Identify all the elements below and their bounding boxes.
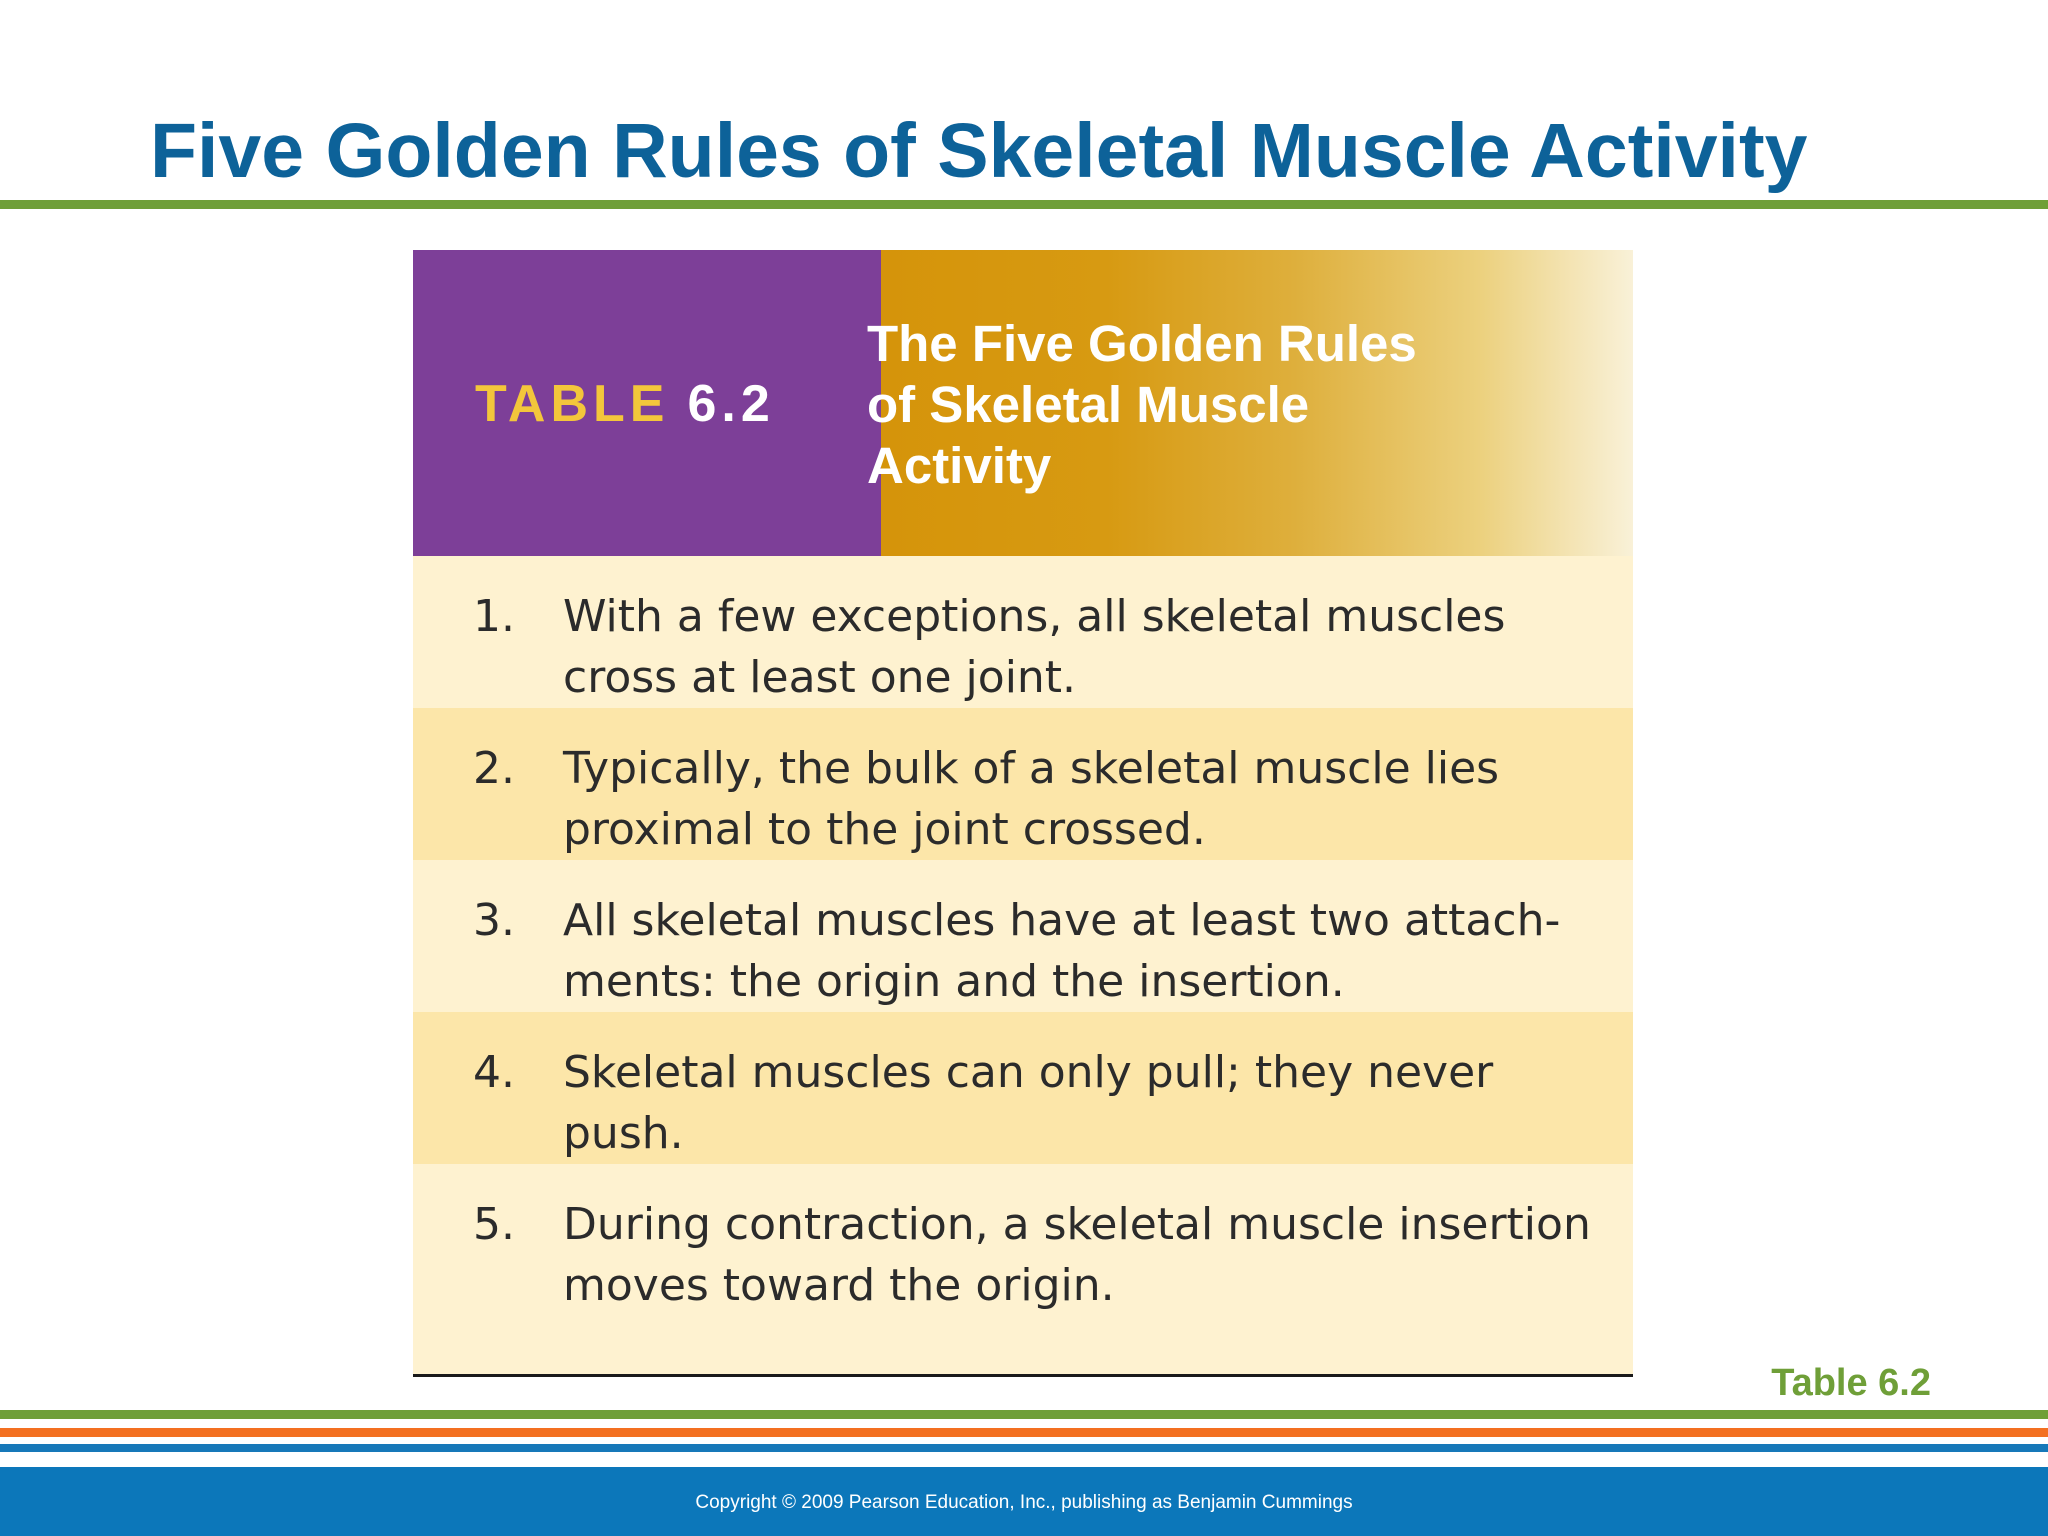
row-text-line: During contraction, a skeletal muscle insertion — [563, 1199, 1591, 1250]
row-text-line: ments: the origin and the insertion. — [563, 956, 1345, 1007]
rules-table — [413, 250, 1633, 1377]
footer-stripe-blue — [0, 1444, 2048, 1452]
row-number: 2. — [473, 743, 515, 794]
row-text-line: All skeletal muscles have at least two attach- — [563, 895, 1561, 946]
row-number: 5. — [473, 1199, 515, 1250]
row-number: 4. — [473, 1047, 515, 1098]
table-header — [413, 250, 1633, 556]
table-title-line: of Skeletal Muscle — [867, 376, 1310, 433]
row-text — [563, 1042, 1623, 1164]
row-text-line: With a few exceptions, all skeletal muscles — [563, 591, 1506, 642]
row-text — [563, 738, 1623, 860]
table-row — [413, 1164, 1633, 1374]
row-text-line: push. — [563, 1108, 684, 1159]
table-bottom-rule — [413, 1374, 1633, 1377]
table-row — [413, 860, 1633, 1012]
table-row — [413, 556, 1633, 708]
title-divider — [0, 200, 2048, 209]
table-label — [475, 374, 775, 434]
row-text-line: Skeletal muscles can only pull; they never — [563, 1047, 1494, 1098]
table-row — [413, 708, 1633, 860]
row-text-line: moves toward the origin. — [563, 1260, 1115, 1311]
row-number: 3. — [473, 895, 515, 946]
row-text-line: proximal to the joint crossed. — [563, 804, 1206, 855]
row-number: 1. — [473, 591, 515, 642]
table-caption: Table 6.2 — [1771, 1362, 1931, 1404]
row-text — [563, 890, 1623, 1012]
row-text — [563, 1194, 1623, 1316]
slide-title: Five Golden Rules of Skeletal Muscle Activity — [150, 108, 1808, 194]
table-label-cell — [413, 250, 881, 556]
footer-bar — [0, 1467, 2048, 1536]
table-row — [413, 1012, 1633, 1164]
table-title-line: The Five Golden Rules — [867, 315, 1417, 372]
row-text-line: Typically, the bulk of a skeletal muscle lies — [563, 743, 1500, 794]
table-label-word: TABLE — [475, 375, 670, 433]
table-title-line: Activity — [867, 437, 1052, 494]
copyright-text: Copyright © 2009 Pearson Education, Inc., publishing as Benjamin Cummings — [695, 1492, 1353, 1513]
table-label-number: 6.2 — [687, 375, 775, 433]
row-text — [563, 586, 1623, 708]
footer-stripe-orange — [0, 1428, 2048, 1437]
table-title — [867, 313, 1567, 496]
row-text-line: cross at least one joint. — [563, 652, 1077, 703]
table-body — [413, 556, 1633, 1374]
footer-stripe-green — [0, 1410, 2048, 1419]
